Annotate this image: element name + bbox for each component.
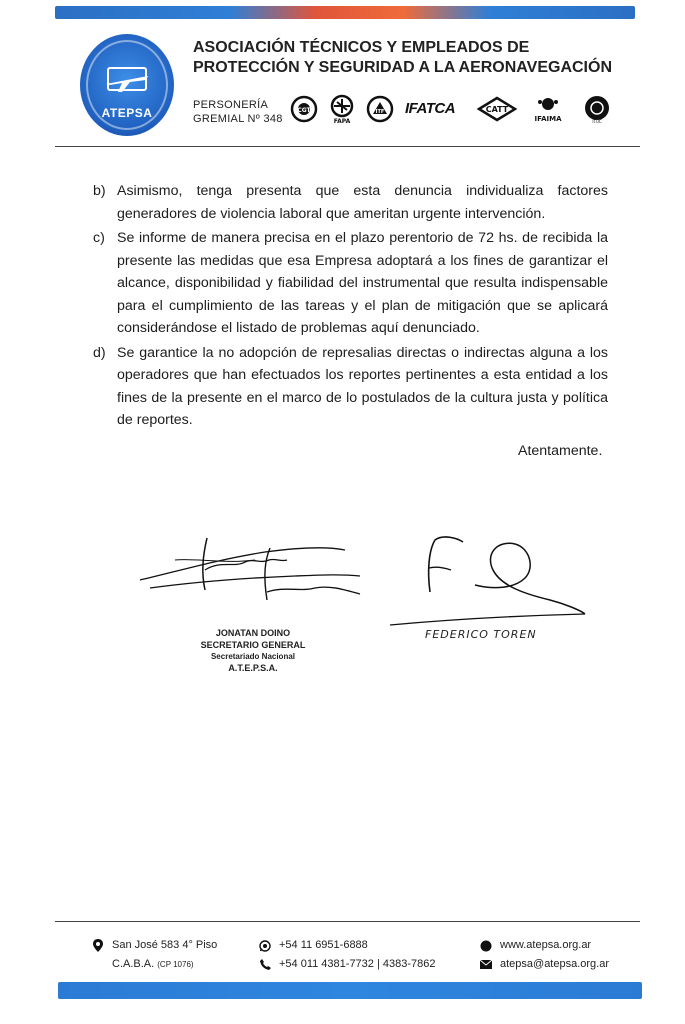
whatsapp-line bbox=[257, 936, 436, 955]
email-link[interactable]: atepsa@atepsa.org.ar bbox=[500, 958, 610, 970]
address-line-2 bbox=[90, 955, 217, 974]
org-name-line-1: ASOCIACIÓN TÉCNICOS Y EMPLEADOS DE bbox=[193, 39, 530, 56]
location-pin-icon bbox=[90, 939, 106, 952]
whatsapp-icon bbox=[257, 940, 273, 952]
signer-block bbox=[178, 628, 328, 674]
postal-code: (CP 1076) bbox=[157, 960, 194, 969]
catt-logo-icon bbox=[475, 94, 519, 124]
signer-organization: A.T.E.P.S.A. bbox=[228, 662, 278, 673]
ituc-label: ITUC bbox=[592, 119, 602, 124]
signer-title: SECRETARIO GENERAL bbox=[200, 639, 306, 650]
paragraph-b bbox=[93, 180, 608, 225]
personeria-line-2: GREMIAL Nº 348 bbox=[193, 113, 283, 125]
catt-label: CATT bbox=[485, 105, 509, 114]
personeria-line-1: PERSONERÍA bbox=[193, 99, 269, 111]
ifaima-label: IFAIMA bbox=[534, 115, 562, 123]
envelope-icon bbox=[478, 960, 494, 969]
paragraph-marker: c) bbox=[93, 230, 105, 246]
fapa-logo-icon bbox=[328, 94, 356, 124]
address-city: C.A.B.A. bbox=[112, 958, 155, 970]
globe-icon bbox=[478, 940, 494, 952]
bottom-color-bar bbox=[58, 982, 642, 999]
itf-label: ITF bbox=[375, 109, 385, 115]
closing-salutation: Atentamente. bbox=[518, 443, 603, 459]
phone-line bbox=[257, 955, 436, 974]
letter-body bbox=[93, 180, 608, 434]
atepsa-logo bbox=[80, 34, 174, 136]
paragraph-c bbox=[93, 227, 608, 340]
cgt-label: CGT bbox=[297, 107, 311, 114]
cgt-logo-icon bbox=[290, 94, 318, 124]
logo-text: ATEPSA bbox=[101, 106, 153, 120]
footer-contact bbox=[478, 936, 609, 974]
signer-name: JONATAN DOINO bbox=[215, 628, 291, 638]
footer-phones bbox=[257, 936, 436, 974]
fapa-label: FAPA bbox=[333, 118, 351, 124]
itf-logo-icon bbox=[366, 94, 394, 124]
signature-right bbox=[385, 530, 590, 640]
ifatca-logo: IFATCA bbox=[405, 100, 456, 117]
paragraph-text: Se informe de manera precisa en el plazo perentorio de 72 hs. de recibida la presente las medidas que esa Empresa adoptará a los fines de garantizar el alcance, disponibilidad y fiabilidad del instrumental que resulta indispensable para el cumplimiento de las tareas y el plan de mitigación que se aplicará considerándose el listado de problemas aquí denunciado. bbox=[117, 230, 608, 336]
paragraph-text: Se garantice la no adopción de represalias directas o indirectas alguna a los operadores que han efectuados los reportes pertinentes a esta entidad a los fines de la presente en el marco de lo postulados de la cultura justa y política de reportes. bbox=[117, 344, 608, 428]
email-line bbox=[478, 955, 609, 974]
header-divider bbox=[55, 146, 640, 147]
organization-name bbox=[193, 38, 633, 78]
signer-department: Secretariado Nacional bbox=[210, 652, 296, 661]
website-line bbox=[478, 936, 609, 955]
org-name-line-2: PROTECCIÓN Y SEGURIDAD A LA AERONAVEGACIÓN bbox=[193, 59, 612, 76]
footer-address bbox=[90, 936, 217, 974]
phone-numbers[interactable]: +54 011 4381-7732 | 4383-7862 bbox=[279, 958, 436, 970]
top-color-bar bbox=[55, 6, 635, 19]
paragraph-d bbox=[93, 342, 608, 432]
ifaima-logo-icon bbox=[528, 94, 568, 124]
whatsapp-number[interactable]: +54 11 6951-6888 bbox=[279, 939, 368, 951]
website-link[interactable]: www.atepsa.org.ar bbox=[500, 939, 592, 951]
paragraph-marker: b) bbox=[93, 183, 106, 199]
address-street: San José 583 4° Piso bbox=[112, 939, 218, 951]
airplane-icon bbox=[100, 64, 154, 98]
ituc-logo-icon bbox=[583, 94, 611, 124]
personeria-gremial bbox=[193, 98, 283, 126]
address-line-1 bbox=[90, 936, 217, 955]
paragraph-text: Asimismo, tenga presenta que esta denuncia individualiza factores generadores de violencia laboral que ameritan urgente intervención. bbox=[117, 183, 608, 222]
signature-left bbox=[135, 530, 365, 610]
phone-icon bbox=[257, 959, 273, 970]
footer-divider bbox=[55, 921, 640, 922]
paragraph-marker: d) bbox=[93, 344, 106, 361]
handwritten-name: FEDERICO TOREN bbox=[425, 628, 537, 640]
